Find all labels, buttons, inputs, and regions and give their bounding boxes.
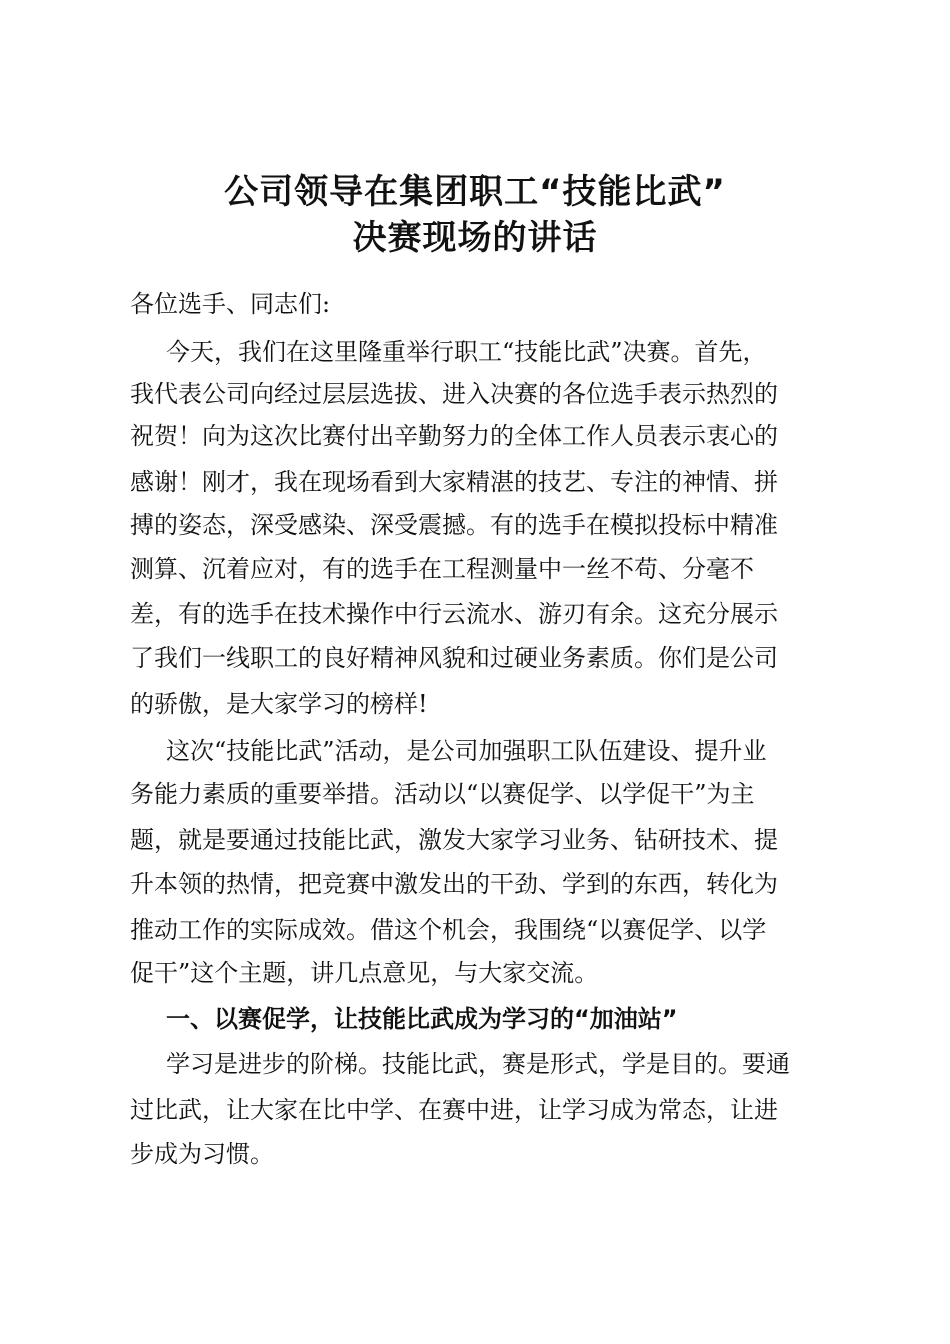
paragraph-2-line: 促干”这个主题，讲几点意见，与大家交流。 <box>130 959 599 987</box>
paragraph-1-line: 感谢！刚才，我在现场看到大家精湛的技艺、专注的神情、拼 <box>130 468 778 496</box>
paragraph-1-line: 我代表公司向经过层层选拔、进入决赛的各位选手表示热烈的 <box>130 380 778 408</box>
salutation: 各位选手、同志们: <box>130 290 331 318</box>
paragraph-1-line: 的骄傲，是大家学习的榜样! <box>130 690 428 718</box>
paragraph-1-line: 测算、沉着应对，有的选手在工程测量中一丝不苟、分毫不 <box>130 555 754 583</box>
paragraph-2-line: 务能力素质的重要举措。活动以“以赛促学、以学促干”为主 <box>130 780 755 808</box>
paragraph-1-line: 了我们一线职工的良好精神风貌和过硬业务素质。你们是公司 <box>130 644 778 672</box>
paragraph-1-line: 今天，我们在这里隆重举行职工“技能比武”决赛。首先， <box>166 338 767 366</box>
paragraph-3-line: 学习是进步的阶梯。技能比武，赛是形式，学是目的。要通 <box>166 1050 790 1078</box>
paragraph-2-line: 推动工作的实际成效。借这个机会，我围绕“以赛促学、以学 <box>130 916 767 944</box>
document-title-line-1: 公司领导在集团职工“技能比武” <box>224 172 726 212</box>
paragraph-2-line: 这次“技能比武”活动，是公司加强职工队伍建设、提升业 <box>166 737 767 765</box>
paragraph-1-line: 搏的姿态，深受感染、深受震撼。有的选手在模拟投标中精准 <box>130 511 778 539</box>
paragraph-2-line: 题，就是要通过技能比武，激发大家学习业务、钻研技术、提 <box>130 826 778 854</box>
paragraph-1-line: 差，有的选手在技术操作中行云流水、游刃有余。这充分展示 <box>130 600 778 628</box>
paragraph-2-line: 升本领的热情，把竞赛中激发出的干劲、学到的东西，转化为 <box>130 870 778 898</box>
document-title-line-2: 决赛现场的讲话 <box>352 218 598 258</box>
paragraph-1-line: 祝贺！向为这次比赛付出辛勤努力的全体工作人员表示衷心的 <box>130 422 778 450</box>
paragraph-3-line: 步成为习惯。 <box>130 1140 274 1168</box>
paragraph-3-line: 过比武，让大家在比中学、在赛中进，让学习成为常态，让进 <box>130 1096 778 1124</box>
section-1-heading: 一、以赛促学，让技能比武成为学习的“加油站” <box>166 1005 678 1033</box>
